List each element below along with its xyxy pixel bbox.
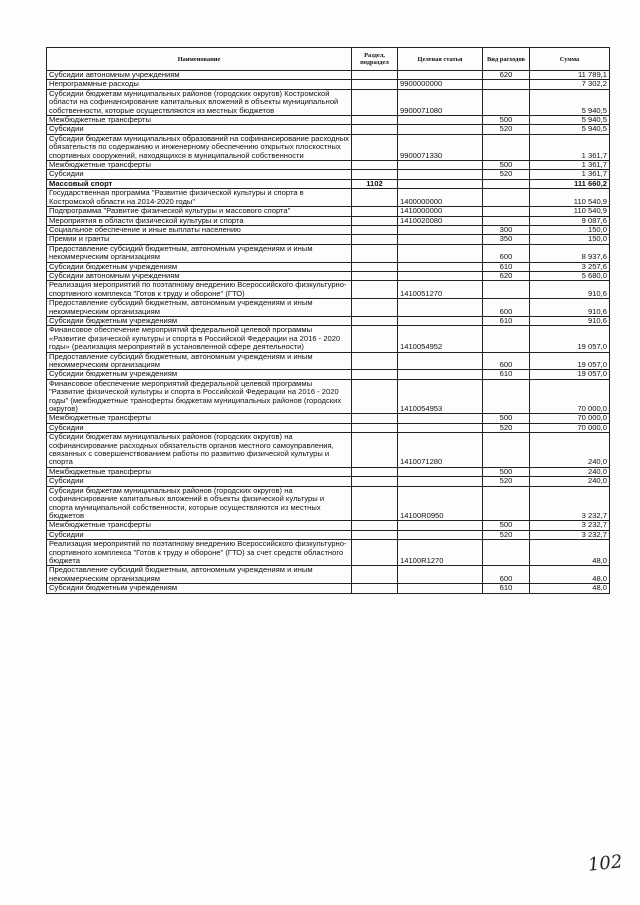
- cell-sum: 48,0: [530, 566, 610, 584]
- cell-kind: 520: [483, 477, 530, 486]
- cell-kind: [483, 326, 530, 352]
- table-row: [47, 299, 610, 317]
- cell-section: [352, 433, 398, 468]
- cell-sum: 1 361,7: [530, 134, 610, 160]
- table-row: [47, 170, 610, 179]
- table-row: [47, 584, 610, 593]
- cell-section: [352, 584, 398, 593]
- table-row: [47, 423, 610, 432]
- cell-name: Субсидии бюджетным учреждениям: [47, 262, 352, 271]
- table-row: [47, 281, 610, 299]
- cell-name: Социальное обеспечение и иные выплаты населению: [47, 225, 352, 234]
- cell-sum: 240,0: [530, 467, 610, 476]
- table-row: [47, 352, 610, 370]
- cell-section: [352, 521, 398, 530]
- cell-target: [398, 71, 483, 80]
- cell-section: [352, 80, 398, 89]
- cell-kind: [483, 433, 530, 468]
- cell-sum: 111 660,2: [530, 179, 610, 188]
- cell-name: Финансовое обеспечение мероприятий федеральной целевой программы "Развитие физической культуры и спорта в Российской Федерации на 2016 - 2020 годы" (межбюджетные трансферты бюджетам муниципальных районов (городских округов): [47, 379, 352, 414]
- header-sum: Сумма: [530, 48, 610, 71]
- cell-name: Предоставление субсидий бюджетным, автономным учреждениям и иным некоммерческим организациям: [47, 352, 352, 370]
- cell-sum: 3 232,7: [530, 521, 610, 530]
- cell-section: [352, 299, 398, 317]
- cell-section: [352, 326, 398, 352]
- cell-name: Предоставление субсидий бюджетным, автономным учреждениям и иным некоммерческим организациям: [47, 566, 352, 584]
- cell-name: Подпрограмма "Развитие физической культуры и массового спорта": [47, 207, 352, 216]
- cell-sum: 70 000,0: [530, 423, 610, 432]
- cell-kind: [483, 281, 530, 299]
- cell-name: Межбюджетные трансферты: [47, 116, 352, 125]
- cell-sum: 1 361,7: [530, 161, 610, 170]
- table-row: [47, 225, 610, 234]
- cell-target: 1410054952: [398, 326, 483, 352]
- cell-sum: 3 232,7: [530, 486, 610, 521]
- table-header: [47, 48, 610, 71]
- cell-kind: 500: [483, 414, 530, 423]
- cell-target: 1410000000: [398, 207, 483, 216]
- table-row: [47, 262, 610, 271]
- cell-section: [352, 235, 398, 244]
- cell-kind: 520: [483, 170, 530, 179]
- cell-kind: 500: [483, 521, 530, 530]
- cell-target: 1400000000: [398, 189, 483, 207]
- cell-sum: 110 540,9: [530, 189, 610, 207]
- cell-sum: 1 361,7: [530, 170, 610, 179]
- table-row: [47, 125, 610, 134]
- cell-target: 14100R0950: [398, 486, 483, 521]
- cell-name: Субсидии: [47, 423, 352, 432]
- cell-target: [398, 521, 483, 530]
- table-row: [47, 540, 610, 566]
- table-row: [47, 71, 610, 80]
- cell-target: [398, 423, 483, 432]
- table-row: [47, 116, 610, 125]
- cell-name: Субсидии автономным учреждениям: [47, 71, 352, 80]
- cell-target: [398, 316, 483, 325]
- cell-kind: [483, 379, 530, 414]
- cell-name: Субсидии: [47, 477, 352, 486]
- cell-name: Межбюджетные трансферты: [47, 467, 352, 476]
- cell-name: Субсидии: [47, 530, 352, 539]
- cell-sum: 110 540,9: [530, 207, 610, 216]
- table-row: [47, 161, 610, 170]
- cell-kind: [483, 89, 530, 115]
- table-row: [47, 134, 610, 160]
- cell-section: [352, 161, 398, 170]
- header-target: Целевая статья: [398, 48, 483, 71]
- cell-kind: [483, 189, 530, 207]
- cell-target: [398, 170, 483, 179]
- table-row: [47, 433, 610, 468]
- cell-name: Межбюджетные трансферты: [47, 161, 352, 170]
- cell-section: [352, 477, 398, 486]
- table-row: [47, 207, 610, 216]
- cell-name: Субсидии бюджетам муниципальных районов (городских округов) на софинансирование расходных обязательств органов местного самоуправления, связанных с совершенствованием работы по развитию физической культуры и спорта: [47, 433, 352, 468]
- cell-name: Финансовое обеспечение мероприятий федеральной целевой программы «Развитие физической культуры и спорта в Российской Федерации на 2016 - 2020 годы» (реализация мероприятий в установленной сфере деятельности): [47, 326, 352, 352]
- cell-section: [352, 414, 398, 423]
- cell-section: [352, 370, 398, 379]
- table-row: [47, 244, 610, 262]
- cell-section: [352, 423, 398, 432]
- cell-section: [352, 352, 398, 370]
- cell-kind: 620: [483, 271, 530, 280]
- cell-target: [398, 352, 483, 370]
- cell-sum: 910,6: [530, 299, 610, 317]
- cell-kind: 600: [483, 352, 530, 370]
- header-row: [47, 48, 610, 71]
- table-row: [47, 521, 610, 530]
- cell-section: [352, 89, 398, 115]
- header-kind: Вид расходов: [483, 48, 530, 71]
- cell-kind: [483, 216, 530, 225]
- cell-sum: 3 257,6: [530, 262, 610, 271]
- cell-target: [398, 370, 483, 379]
- table-row: [47, 467, 610, 476]
- cell-name: Реализация мероприятий по поэтапному внедрению Всероссийского физкультурно-спортивного комплекса "Готов к труду и обороне" (ГТО) за счет средств областного бюджета: [47, 540, 352, 566]
- cell-section: [352, 225, 398, 234]
- cell-target: [398, 299, 483, 317]
- cell-sum: 150,0: [530, 235, 610, 244]
- cell-kind: 350: [483, 235, 530, 244]
- cell-target: [398, 179, 483, 188]
- cell-sum: 19 057,0: [530, 352, 610, 370]
- cell-name: Межбюджетные трансферты: [47, 414, 352, 423]
- cell-sum: 48,0: [530, 540, 610, 566]
- cell-section: 1102: [352, 179, 398, 188]
- cell-name: Субсидии автономным учреждениям: [47, 271, 352, 280]
- cell-kind: 600: [483, 299, 530, 317]
- cell-sum: 19 057,0: [530, 326, 610, 352]
- cell-name: Непрограммные расходы: [47, 80, 352, 89]
- cell-section: [352, 467, 398, 476]
- header-section: Раздел, подраздел: [352, 48, 398, 71]
- cell-section: [352, 134, 398, 160]
- cell-target: [398, 566, 483, 584]
- cell-section: [352, 170, 398, 179]
- cell-kind: [483, 540, 530, 566]
- cell-target: 14100R1270: [398, 540, 483, 566]
- table-row: [47, 271, 610, 280]
- cell-name: Реализация мероприятий по поэтапному внедрению Всероссийского физкультурно-спортивного комплекса "Готов к труду и обороне" (ГТО): [47, 281, 352, 299]
- table-body: [47, 71, 610, 594]
- cell-kind: [483, 134, 530, 160]
- cell-kind: [483, 179, 530, 188]
- cell-target: 1410020080: [398, 216, 483, 225]
- cell-kind: 500: [483, 116, 530, 125]
- table-row: [47, 414, 610, 423]
- header-name: Наименование: [47, 48, 352, 71]
- cell-kind: 620: [483, 71, 530, 80]
- cell-sum: 3 232,7: [530, 530, 610, 539]
- cell-target: [398, 414, 483, 423]
- cell-target: [398, 530, 483, 539]
- table-row: [47, 316, 610, 325]
- cell-section: [352, 379, 398, 414]
- cell-name: Массовый спорт: [47, 179, 352, 188]
- cell-kind: 300: [483, 225, 530, 234]
- cell-section: [352, 207, 398, 216]
- cell-sum: 5 680,0: [530, 271, 610, 280]
- cell-kind: 520: [483, 423, 530, 432]
- cell-target: [398, 116, 483, 125]
- cell-target: [398, 244, 483, 262]
- cell-kind: 500: [483, 467, 530, 476]
- table-row: [47, 566, 610, 584]
- cell-section: [352, 71, 398, 80]
- cell-name: Государственная программа "Развитие физической культуры и спорта в Костромской области на 2014-2020 годы": [47, 189, 352, 207]
- cell-kind: 600: [483, 566, 530, 584]
- cell-sum: 910,6: [530, 316, 610, 325]
- cell-name: Субсидии бюджетным учреждениям: [47, 584, 352, 593]
- cell-sum: 5 940,5: [530, 89, 610, 115]
- cell-section: [352, 189, 398, 207]
- cell-kind: 610: [483, 584, 530, 593]
- cell-sum: 240,0: [530, 433, 610, 468]
- cell-sum: 150,0: [530, 225, 610, 234]
- cell-section: [352, 540, 398, 566]
- cell-name: Предоставление субсидий бюджетным, автономным учреждениям и иным некоммерческим организациям: [47, 244, 352, 262]
- cell-sum: 48,0: [530, 584, 610, 593]
- cell-target: 1410051270: [398, 281, 483, 299]
- cell-target: [398, 467, 483, 476]
- cell-target: 9900071330: [398, 134, 483, 160]
- cell-name: Мероприятия в области физической культуры и спорта: [47, 216, 352, 225]
- cell-section: [352, 125, 398, 134]
- cell-kind: [483, 486, 530, 521]
- cell-kind: 520: [483, 125, 530, 134]
- cell-name: Субсидии бюджетным учреждениям: [47, 370, 352, 379]
- cell-sum: 5 940,5: [530, 125, 610, 134]
- cell-section: [352, 316, 398, 325]
- cell-section: [352, 530, 398, 539]
- cell-kind: 520: [483, 530, 530, 539]
- cell-section: [352, 271, 398, 280]
- cell-kind: [483, 207, 530, 216]
- cell-name: Межбюджетные трансферты: [47, 521, 352, 530]
- cell-target: [398, 125, 483, 134]
- cell-target: 9900071080: [398, 89, 483, 115]
- cell-target: [398, 161, 483, 170]
- cell-section: [352, 244, 398, 262]
- cell-section: [352, 216, 398, 225]
- cell-kind: 500: [483, 161, 530, 170]
- table-row: [47, 80, 610, 89]
- cell-sum: 19 057,0: [530, 370, 610, 379]
- cell-sum: 5 940,5: [530, 116, 610, 125]
- cell-target: [398, 235, 483, 244]
- cell-name: Субсидии бюджетам муниципальных образований на софинансирование расходных обязательств по содержанию и инженерному обеспечению открытых плоскостных спортивных сооружений, находящихся в муниципальной собственности: [47, 134, 352, 160]
- table-row: [47, 326, 610, 352]
- cell-name: Субсидии бюджетам муниципальных районов (городских округов) на софинансирование капитальных вложений в объекты физической культуры и спорта муниципальной собственности, которые осуществляются из местных бюджетов: [47, 486, 352, 521]
- table-row: [47, 370, 610, 379]
- cell-target: 1410071280: [398, 433, 483, 468]
- cell-sum: 8 937,6: [530, 244, 610, 262]
- table-row: [47, 530, 610, 539]
- cell-target: [398, 477, 483, 486]
- cell-section: [352, 116, 398, 125]
- cell-kind: [483, 80, 530, 89]
- cell-name: Субсидии бюджетам муниципальных районов (городских округов) Костромской области на софинансирование капитальных вложений в объекты муниципальной собственности, которые осуществляются из местных бюджетов: [47, 89, 352, 115]
- cell-name: Субсидии: [47, 170, 352, 179]
- table-row: [47, 477, 610, 486]
- cell-section: [352, 262, 398, 271]
- table-row: [47, 235, 610, 244]
- cell-name: Предоставление субсидий бюджетным, автономным учреждениям и иным некоммерческим организациям: [47, 299, 352, 317]
- table-row: [47, 189, 610, 207]
- cell-target: 9900000000: [398, 80, 483, 89]
- cell-kind: 610: [483, 316, 530, 325]
- cell-kind: 600: [483, 244, 530, 262]
- cell-name: Субсидии: [47, 125, 352, 134]
- cell-sum: 11 789,1: [530, 71, 610, 80]
- cell-target: [398, 271, 483, 280]
- cell-kind: 610: [483, 262, 530, 271]
- table-row: [47, 486, 610, 521]
- table-row: [47, 89, 610, 115]
- cell-name: Премии и гранты: [47, 235, 352, 244]
- budget-table: [46, 47, 610, 594]
- cell-sum: 70 000,0: [530, 379, 610, 414]
- table-row: [47, 179, 610, 188]
- cell-section: [352, 281, 398, 299]
- cell-section: [352, 566, 398, 584]
- table-row: [47, 379, 610, 414]
- cell-section: [352, 486, 398, 521]
- cell-target: [398, 225, 483, 234]
- cell-target: [398, 584, 483, 593]
- table-row: [47, 216, 610, 225]
- cell-sum: 910,6: [530, 281, 610, 299]
- cell-sum: 240,0: [530, 477, 610, 486]
- cell-sum: 70 000,0: [530, 414, 610, 423]
- cell-name: Субсидии бюджетным учреждениям: [47, 316, 352, 325]
- cell-sum: 9 087,6: [530, 216, 610, 225]
- page-number: 102: [586, 851, 624, 876]
- cell-kind: 610: [483, 370, 530, 379]
- cell-sum: 7 302,2: [530, 80, 610, 89]
- cell-target: 1410054953: [398, 379, 483, 414]
- cell-target: [398, 262, 483, 271]
